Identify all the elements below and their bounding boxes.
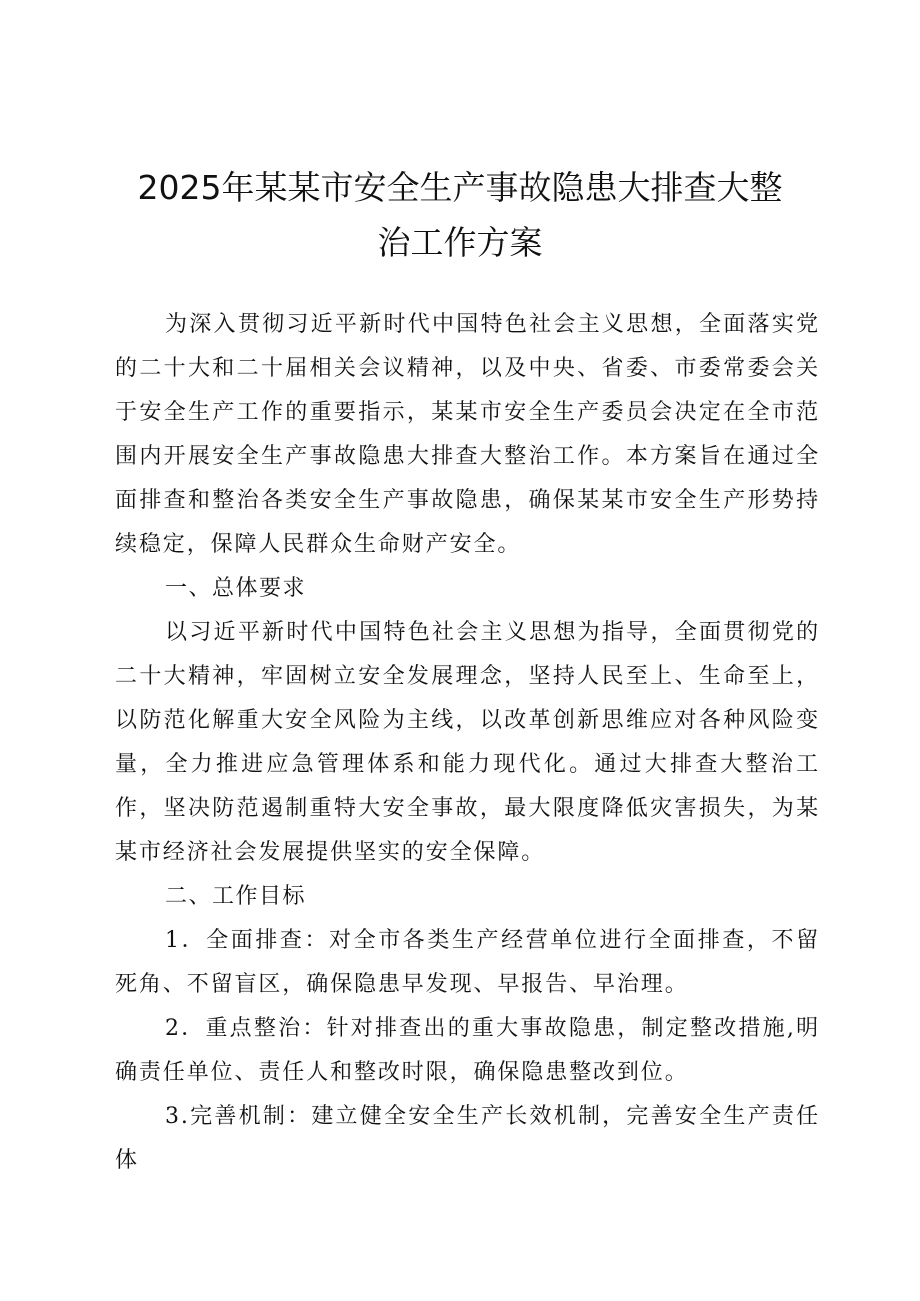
goal-item-1: 1．全面排查：对全市各类生产经营单位进行全面排查，不留死角、不留盲区，确保隐患早发现、早报告、早治理。 [115,928,820,997]
section-heading-work-goals: 二、工作目标 [165,884,307,909]
section-heading-general-requirements: 一、总体要求 [165,576,307,601]
requirements-paragraph: 以习近平新时代中国特色社会主义思想为指导，全面贯彻党的二十大精神，牢固树立安全发展理念，坚持人民至上、生命至上，以防范化解重大安全风险为主线，以改革创新思维应对各种风险变量，全力推进应急管理体系和能力现代化。通过大排查大整治工作，坚决防范遏制重特大安全事故，最大限度降低灾害损失，为某某市经济社会发展提供坚实的安全保障。 [115,620,820,865]
title-line-1: 2025年某某市安全生产事故隐患大排查大整 [137,168,783,207]
goal-item-2: 2．重点整治：针对排查出的重大事故隐患，制定整改措施,明确责任单位、责任人和整改时限，确保隐患整改到位。 [115,1016,820,1085]
goal-item-3: 3.完善机制：建立健全安全生产长效机制，完善安全生产责任体 [115,1104,820,1173]
document-title [0,160,920,270]
intro-paragraph: 为深入贯彻习近平新时代中国特色社会主义思想，全面落实党的二十大和二十届相关会议精神，以及中央、省委、市委常委会关于安全生产工作的重要指示，某某市安全生产委员会决定在全市范围内开展安全生产事故隐患大排查大整治工作。本方案旨在通过全面排查和整治各类安全生产事故隐患，确保某某市安全生产形势持续稳定，保障人民群众生命财产安全。 [115,312,820,557]
title-line-2: 治工作方案 [377,223,543,262]
document-body [115,303,820,1183]
